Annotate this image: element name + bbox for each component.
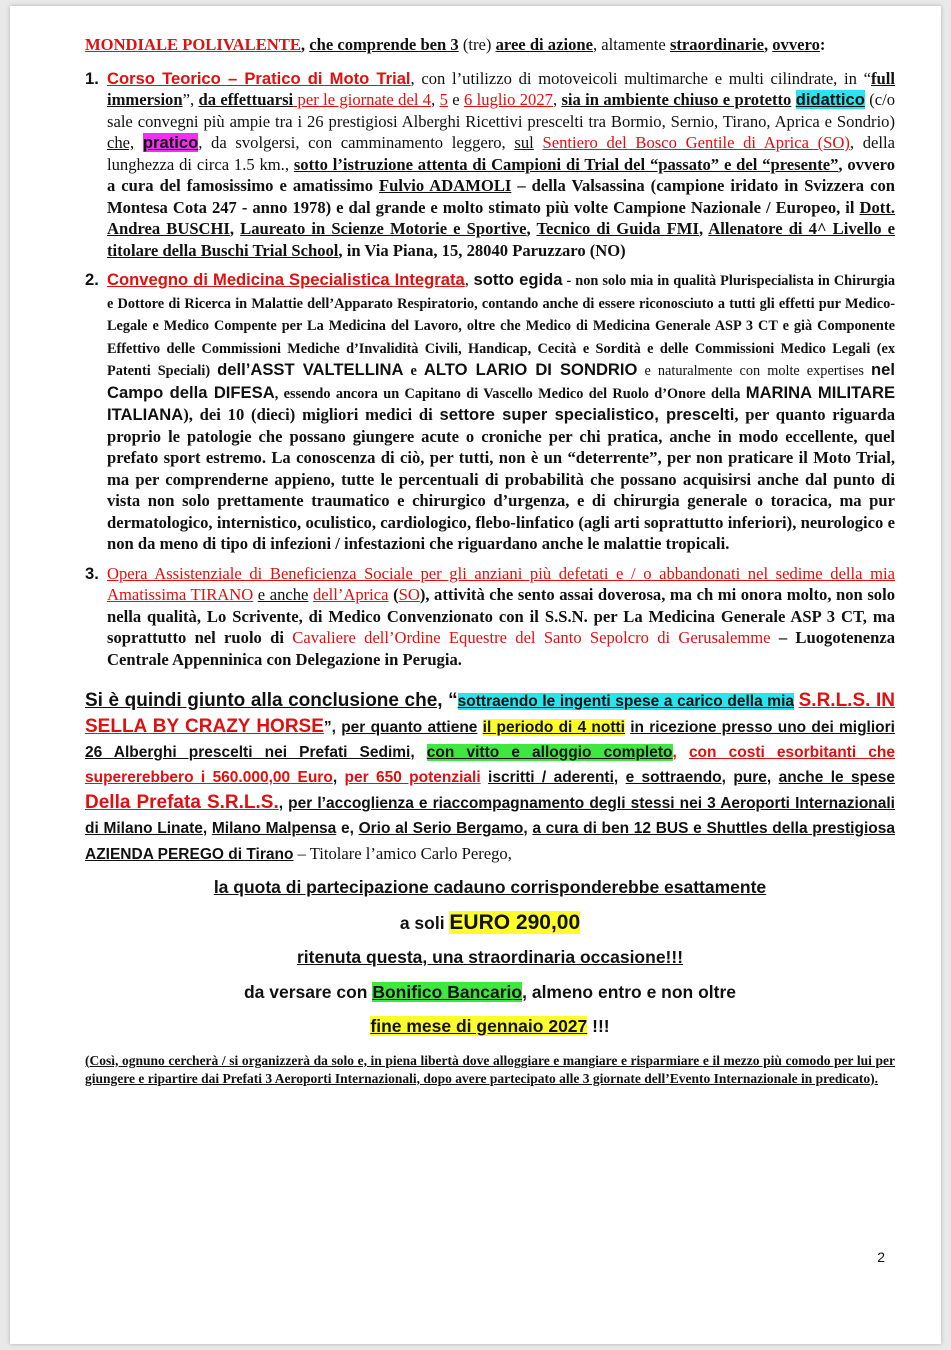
intro-text: , [763,35,773,54]
list-item [85,563,895,671]
conclusion-text: a cura di ben 12 BUS e Shuttles della prestigiosa AZIENDA PEREGO di Tirano [85,820,895,863]
conclusion-text: , [523,820,533,837]
intro-text: , [300,35,310,54]
item-text: Dott. Andrea BUSCHI [107,197,895,238]
item-text: dell’Aprica [312,585,389,604]
highlighted-text: pratico [142,133,199,152]
item-text: , [552,90,562,109]
conclusion-paragraph [85,688,895,867]
item-text: Laureato in Scienze Motorie e Sportive [240,219,527,238]
item-text [134,133,143,152]
quota-text: !!! [587,1016,610,1036]
conclusion-text: , [410,744,427,761]
areas-list [85,68,895,671]
document-page [10,6,941,1344]
conclusion-text: , [672,744,689,761]
item-text: , [526,219,537,238]
footnote: (Così, ognuno cercherà / si organizzerà da solo e, in piena libertà dove alloggiare e mangiare e risparmiare e il mezzo più comodo per lui per giungere e ripartire dai Prefati 3 Aeroporti Internazionali, dopo avere partecipato alle 3 giornate dell’Evento Internazionale in predicato). [85,1052,895,1086]
item-text: ), attività che sento assai doverosa, ma ch mi onora molto, non solo nella qualità, Lo Scrivente, di Medico Convenzionato con il S.S.N. per La Medicina Generale ASP 3 CT, ma soprattutto nel ruolo di [107,585,895,647]
conclusion-text: per 650 potenziali [344,769,481,786]
highlighted-text: didattico [795,90,865,109]
deadline-line [85,1016,895,1038]
item-title: Convegno di Medicina Specialistica Integrata [107,270,465,289]
item-title: Opera Assistenziale di Beneficienza Sociale per gli anziani più defetati e / o abbandonati nel sedime della mia Amatissima TIRANO [107,563,895,604]
item-text: , [229,219,241,238]
conclusion-text: , [721,769,734,786]
price-line [85,912,895,935]
list-item [85,68,895,262]
company-name: S.R.L.S. IN SELLA BY CRAZY HORSE [85,690,895,737]
intro-text: aree di azione [495,35,593,54]
item-text: Cavaliere dell’Ordine Equestre del Santo Sepolcro di Gerusalemme [292,628,771,647]
conclusion-text: , [202,820,212,837]
item-text: MARINA MILITARE ITALIANA [107,382,896,424]
item-number: 2. [85,270,99,289]
item-text: – Luogotenenza Centrale Appenninica con Delegazione in Perugia. [107,628,895,669]
item-text: , in Via Piana, 15, 28040 Paruzzaro (NO) [338,240,626,260]
item-text: Tecnico di Guida FMI [536,219,699,238]
intro-text: che comprende ben 3 [309,35,459,54]
item-text: e [447,90,464,109]
price-value: EURO 290,00 [449,910,581,934]
intro-title: MONDIALE POLIVALENTE [85,35,301,54]
intro-text: (tre) [458,35,496,54]
highlighted-text: sottraendo le ingenti spese a carico della mia [457,693,795,710]
conclusion-text: pure [733,769,767,786]
conclusion-text: , [278,795,289,812]
item-text: ), dei 10 (dieci) migliori medici di [183,405,440,424]
conclusion-text: per quanto attiene [341,719,478,736]
occasion-line [85,947,895,969]
item-text: che, [107,133,135,152]
item-text: 5 [439,90,448,109]
item-text: Allenatore di 4^ Livello e titolare della Buschi Trial School [107,219,895,260]
item-text: e [403,363,424,379]
intro-text: : [819,35,826,54]
item-text: SO [398,585,420,604]
conclusion-text: in ricezione presso uno dei migliori 26 Alberghi prescelti nei Prefati Sedimi [85,719,895,761]
item-text: , della lunghezza di circa 1.5 km., [107,133,895,174]
item-text: ( [388,585,399,604]
highlighted-text: il periodo di 4 notti [482,719,625,736]
conclusion-text: , [766,769,779,786]
conclusion-text [477,719,482,736]
item-text: , per quanto riguarda proprio le patologie che possano giungere acute o croniche per chi pratica, anche in modo eccellente, quel prefato sport estremo. La conoscenza di ciò, per tutti, non è un “deterrente”, per non praticare il Moto Trial, ma per comprenderne appieno, tutte le percentuali di probabilità che possano acquisirsi anche dal punto di vista non solo prettamente traumatico e chirurgico d’urgenza, e di chirurgia generale o toracica, ma pur dermatologico, internistico, oculistico, cardiologico, flebo-linfatico (agli arti soprattutto inferiori), neurologico e non da meno di tipo di infezioni / infestazioni che riguardano anche le malattie tropicali. [107,405,895,553]
item-text: Sentiero del Bosco Gentile di Aprica (SO) [542,133,850,152]
item-number: 3. [85,563,99,583]
conclusion-text: , [332,769,345,786]
quota-text: a soli [399,912,450,933]
conclusion-text: – Titolare l’amico Carlo Perego, [293,844,512,863]
item-text: 6 luglio 2027 [464,90,553,109]
item-text: settore super specialistico, prescelti [439,405,735,424]
list-item [85,269,895,555]
item-text: – della Valsassina (campione iridato in Svizzera con Montesa Cota 247 - anno 1978) e dal grande e molto stimato più volte Campione Nazionale / Europeo, il [107,176,895,217]
item-text: da effettuarsi [198,90,294,109]
intro-text: straordinarie [669,35,764,54]
conclusion-text: e, [336,820,359,837]
item-text: , [431,90,440,109]
item-text: Fulvio ADAMOLI [379,176,512,195]
highlighted-text: Bonifico Bancario [372,981,523,1002]
item-text: sotto egida [473,270,563,289]
conclusion-text: , [613,769,626,786]
quota-line [85,877,895,899]
quota-text: ritenuta questa, una straordinaria occasione!!! [296,947,684,967]
item-text: e anche [257,585,309,604]
item-text: e naturalmente con molte expertises [637,363,872,379]
item-text: nel Campo della DIFESA [107,360,895,402]
page-number: 2 [877,1249,885,1265]
quota-text: la quota di partecipazione cadauno corrisponderebbe esattamente [213,877,767,897]
intro-paragraph [85,34,895,56]
item-number: 1. [85,68,99,88]
item-text: , da svolgersi, con camminamento leggero, [198,133,515,152]
quota-text: da versare con [243,981,373,1002]
item-text: , [464,270,474,289]
item-text: sia in ambiente chiuso e protetto [561,90,792,109]
item-text: dell’ASST VALTELLINA [217,360,404,379]
conclusion-text: con costi esorbitanti che supererebbero i 560.000,00 Euro [85,744,895,786]
intro-text: ovvero [772,35,820,54]
highlighted-text: con vitto e alloggio completo [426,744,673,761]
item-text: - non solo mia in qualità Plurispecialista in Chirurgia e Dottore di Ricerca in Malattie dell’Apparato Respiratorio, contando anche di essere riconosciuto a tutti gli effetti pur Medico-Legale e Medico Compente per La Medicina del Lavoro, oltre che Medico di Medicina Generale ASP 3 CT e già Componente Effettivo delle Commissioni Mediche d’Invalidità Civili, Handicap, Cecità e Sordità e delle Commissioni Medico Legali (ex Patenti Speciali) [107,273,896,379]
quota-text: , almeno entro e non oltre [522,981,737,1002]
item-text: , ovvero a cura del famosissimo e amatissimo [107,154,895,195]
conclusion-text: iscritti / aderenti [488,769,614,786]
conclusion-text: “ [442,690,458,711]
item-text: , [698,219,709,238]
conclusion-text: anche le spese [778,769,895,786]
item-text: , essendo ancora un Capitano di Vascello Medico del Ruolo d’Onore della [274,385,746,402]
item-text: ”, [182,90,199,109]
conclusion-text: Orio al Serio Bergamo [358,820,524,837]
payment-line [85,982,895,1004]
conclusion-text: e sottraendo [625,769,722,786]
item-text: sul [514,133,534,152]
deadline-value: fine mese di gennaio 2027 [370,1016,588,1036]
conclusion-text: ”, [323,719,342,736]
item-title: Corso Teorico – Pratico di Moto Trial [107,68,411,88]
conclusion-text: Si è quindi giunto alla conclusione che, [85,690,443,711]
item-text: (c/o sale convegni più ampie tra i 26 prestigiosi Alberghi Ricettivi prescelti tra Bormio, Sernio, Tirano, Aprica e Sondrio) [107,90,895,131]
item-text: full immersion [107,68,895,109]
item-text: per le giornate del 4 [293,90,432,109]
conclusion-text: per l’accoglienza e riaccompagnamento degli stessi nei 3 Aeroporti Internazionali di Milano Linate [85,795,895,837]
intro-text: , altamente [592,35,670,54]
conclusion-text [481,769,488,786]
item-text: , con l’utilizzo di motoveicoli multimarche e multi cilindrate, in “ [410,68,871,88]
conclusion-text: Milano Malpensa [211,820,337,837]
company-name: Della Prefata S.R.L.S. [85,792,279,813]
item-text: sotto l’istruzione attenta di Campioni di Trial del “passato” e del “presente” [293,154,839,174]
item-text: ALTO LARIO DI SONDRIO [423,360,638,379]
page-content [85,34,895,1088]
